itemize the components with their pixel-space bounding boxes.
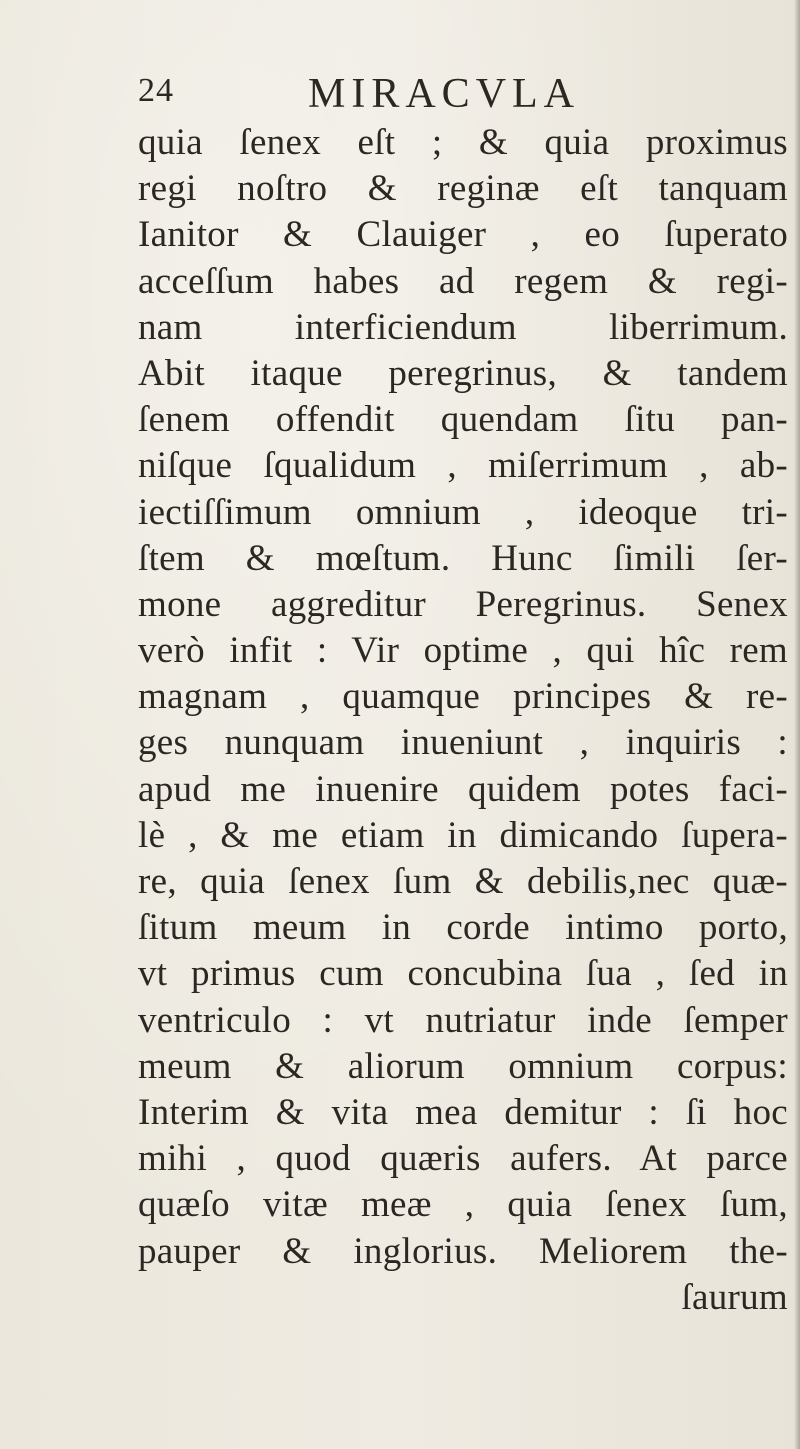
text-line: ſtem & mœſtum. Hunc ſimili ſer- [138, 537, 788, 579]
text-line: Ianitor & Clauiger , eo ſuperato [138, 214, 788, 256]
catchword: ſaurum [681, 1276, 788, 1318]
page-edge-shadow [794, 0, 800, 1449]
page-header [138, 70, 658, 122]
text-line: verò infit : Vir optime , qui hîc rem [138, 630, 788, 672]
text-line: quia ſenex eſt ; & quia proximus [138, 122, 788, 163]
text-line: niſque ſqualidum , miſerrimum , ab- [138, 445, 788, 487]
page-number: 24 [138, 72, 174, 109]
text-line: regi noſtro & reginæ eſt tanquam [138, 168, 788, 210]
text-line: meum & aliorum omnium corpus: [138, 1045, 788, 1087]
text-line: nam interficiendum liberrimum. [138, 306, 788, 348]
text-line: Abit itaque peregrinus, & tandem [138, 352, 788, 394]
text-line: ventriculo : vt nutriatur inde ſemper [138, 999, 788, 1041]
text-line: re, quia ſenex ſum & debilis,nec quæ- [138, 861, 788, 902]
text-line: ſitum meum in corde intimo porto, [138, 907, 788, 949]
text-line: magnam , quamque principes & re- [138, 676, 788, 718]
text-line: ges nunquam inueniunt , inquiris : [138, 722, 788, 764]
text-line: Interim & vita mea demitur : ſi hoc [138, 1091, 788, 1133]
text-line: mihi , quod quæris aufers. At parce [138, 1138, 788, 1180]
body-text [138, 120, 788, 1321]
text-line: apud me inuenire quidem potes faci- [138, 768, 788, 810]
text-line: quæſo vitæ meæ , quia ſenex ſum, [138, 1184, 788, 1226]
running-head: MIRACVLA [308, 71, 581, 117]
text-line: lè , & me etiam in dimicando ſupera- [138, 814, 788, 856]
text-line: acceſſum habes ad regem & regi- [138, 260, 788, 302]
text-line: ſenem offendit quendam ſitu pan- [138, 399, 788, 441]
text-line: pauper & inglorius. Meliorem the- [138, 1230, 788, 1272]
text-line: iectiſſimum omnium , ideoque tri- [138, 491, 788, 533]
text-line: vt primus cum concubina ſua , ſed in [138, 953, 788, 995]
text-line: mone aggreditur Peregrinus. Senex [138, 583, 788, 625]
